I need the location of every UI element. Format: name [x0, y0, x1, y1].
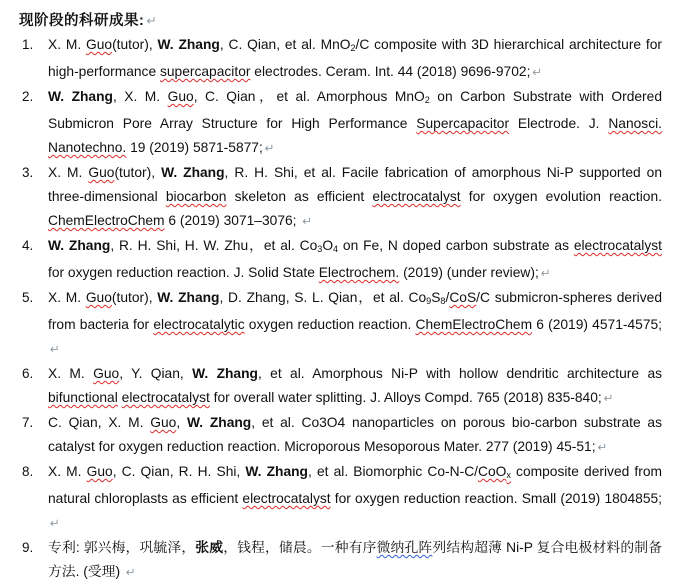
text-segment: (2019) (under review); — [399, 265, 539, 280]
misspelled-word: Guo — [167, 89, 194, 104]
text-segment: for overall water splitting. J. Alloys Compd. 765 (2018) 835-840; — [209, 390, 602, 405]
text-segment: Electrode. J. — [509, 116, 609, 131]
text-segment: skeleton as efficient — [226, 189, 373, 204]
text-segment: X. M. — [48, 464, 87, 479]
paragraph-mark-icon: ↵ — [125, 566, 136, 579]
text-segment: on Carbon Substrate with Ordered Submicron Pore Array Structure for High Performance — [48, 89, 663, 131]
text-segment: , et al. Co3O4 nanoparticles on porous bio-carbon substrate as catalyst for oxygen reduction reaction. Microporous Mesoporous Mater. 277 (2019) 45-51; — [48, 415, 663, 454]
text-segment: , X. M. — [112, 89, 168, 104]
text-segment: , R. H. Shi, H. W. Zhu，et al. Co — [110, 238, 318, 253]
highlighted-author: W. Zhang — [157, 37, 220, 52]
misspelled-word: supercapacitor — [159, 64, 251, 79]
misspelled-word: electrocatalyst — [242, 491, 331, 506]
reference-number: 5. — [22, 290, 34, 305]
reference-number: 1. — [22, 37, 34, 52]
grammar-flagged-text: 微纳孔阵 — [376, 540, 433, 555]
misspelled-word: Guo — [93, 366, 120, 381]
text-segment: 列结构超薄 Ni-P 复合电极材料的制备方法. (受理) — [48, 540, 663, 579]
paragraph-mark-icon: ↵ — [540, 267, 551, 280]
misspelled-word: Guo — [85, 290, 112, 305]
subscript-text: 4 — [333, 244, 339, 254]
reference-text — [48, 536, 662, 585]
text-segment: 专利: 郭兴梅，巩毓泽， — [48, 540, 196, 555]
misspelled-word: x — [506, 470, 511, 480]
text-segment: O — [322, 238, 334, 253]
subscript-text: 2 — [350, 43, 356, 53]
text-segment: , R. H. Shi, et al. Facile fabrication of amorphous Ni-P supported on three-dimensional — [48, 165, 663, 204]
reference-text — [48, 362, 662, 411]
text-segment: / — [445, 290, 450, 305]
reference-number: 6. — [22, 366, 34, 381]
misspelled-word: ChemElectroChem — [48, 213, 165, 228]
highlighted-author: W. Zhang — [157, 290, 220, 305]
text-segment: /C submicron-spheres derived from bacteria for — [48, 290, 662, 332]
reference-item — [22, 85, 662, 161]
misspelled-word: Supercapacitor — [416, 116, 510, 131]
paragraph-mark-icon: ↵ — [264, 142, 275, 155]
reference-item — [22, 286, 662, 362]
subscript-text: 9 — [426, 296, 432, 306]
text-segment: , C. Qian, et al. MnO — [219, 37, 351, 52]
reference-text — [48, 460, 662, 536]
text-segment: 6 (2019) 3071–3076; — [164, 213, 301, 228]
paragraph-mark-icon: ↵ — [50, 343, 60, 356]
reference-text — [48, 286, 662, 362]
misspelled-word: ChemElectroChem — [415, 317, 533, 332]
text-segment: for oxygen reduction reaction. J. Solid State — [48, 265, 319, 280]
reference-text — [48, 234, 662, 286]
misspelled-word: Guo — [86, 464, 113, 479]
paragraph-mark-icon: ↵ — [50, 517, 60, 530]
text-segment: oxygen reduction reaction. — [244, 317, 416, 332]
text-segment: S — [431, 290, 441, 305]
misspelled-word: bifunctional — [48, 390, 118, 405]
misspelled-word: Nanotechno. — [48, 140, 127, 155]
reference-number: 3. — [22, 165, 34, 180]
text-segment: for oxygen evolution reaction. — [460, 189, 662, 204]
highlighted-author: W. Zhang — [186, 415, 252, 430]
reference-number: 9. — [22, 540, 34, 555]
highlighted-author: 张威 — [195, 540, 224, 555]
text-segment: , Y. Qian, — [119, 366, 193, 381]
text-segment: , et al. Biomorphic Co-N-C/ — [308, 464, 478, 479]
misspelled-word: Electrochem. — [318, 265, 400, 280]
text-segment: electrodes. Ceram. Int. 44 (2018) 9696-9702; — [250, 64, 531, 79]
reference-text — [48, 161, 662, 234]
reference-item — [22, 536, 662, 585]
text-segment: X. M. — [48, 165, 89, 180]
text-segment: , D. Zhang, S. L. Qian，et al. Co — [219, 290, 427, 305]
text-segment: X. M. — [48, 366, 94, 381]
subscript-text: 2 — [424, 95, 430, 105]
paragraph-mark-icon: ↵ — [603, 392, 614, 405]
text-segment: ，钱程，储晨。一种有序 — [223, 540, 377, 555]
misspelled-word: electrocatalyst — [372, 189, 461, 204]
reference-number: 4. — [22, 238, 34, 253]
highlighted-author: W. Zhang — [245, 464, 308, 479]
reference-text — [48, 33, 662, 85]
reference-text — [48, 85, 662, 161]
paragraph-mark-icon: ↵ — [532, 66, 543, 79]
text-segment: , — [176, 415, 187, 430]
text-segment: , C. Qian, R. H. Shi, — [112, 464, 246, 479]
reference-item — [22, 460, 662, 536]
misspelled-word: Guo — [88, 165, 115, 180]
text-segment: X. M. — [48, 37, 86, 52]
text-segment: C. Qian, X. M. — [48, 415, 151, 430]
paragraph-mark-icon: ↵ — [146, 14, 158, 28]
reference-number: 8. — [22, 464, 34, 479]
text-segment: for oxygen reduction reaction. Small (2019) 1804855; — [330, 491, 662, 506]
subscript-text: 8 — [440, 296, 446, 306]
heading-text: 现阶段的科研成果: — [19, 13, 145, 29]
reference-item — [22, 161, 662, 234]
highlighted-author: W. Zhang — [192, 366, 258, 381]
text-segment: , et al. Amorphous Ni-P with hollow dendritic architecture as — [257, 366, 663, 381]
misspelled-word: electrocatalyst — [121, 390, 210, 405]
misspelled-word: CoS — [449, 290, 477, 305]
reference-item — [22, 234, 662, 286]
text-segment: (tutor), — [112, 37, 158, 52]
misspelled-word: biocarbon — [165, 189, 227, 204]
text-segment: (tutor), — [114, 165, 162, 180]
text-segment: composite derived from natural chloroplasts as efficient — [48, 464, 663, 506]
highlighted-author: W. Zhang — [161, 165, 225, 180]
text-segment: X. M. — [48, 290, 86, 305]
misspelled-word: Nanosci. — [608, 116, 662, 131]
text-segment: /C composite with 3D hierarchical architecture for high-performance — [48, 37, 663, 79]
misspelled-word: electrocatalytic — [153, 317, 245, 332]
reference-list — [22, 33, 662, 585]
highlighted-author: W. Zhang — [48, 89, 113, 104]
reference-number: 2. — [22, 89, 34, 104]
reference-item — [22, 33, 662, 85]
reference-item — [22, 411, 662, 460]
highlighted-author: W. Zhang — [48, 238, 111, 253]
misspelled-word: Guo — [150, 415, 177, 430]
misspelled-word: Guo — [86, 37, 113, 52]
text-segment: (tutor), — [111, 290, 158, 305]
subscript-text: 3 — [317, 244, 323, 254]
misspelled-word: CoO — [478, 464, 507, 479]
text-segment: , C. Qian，et al. Amorphous MnO — [193, 89, 425, 104]
text-segment: 6 (2019) 4571-4575; — [532, 317, 662, 332]
reference-number: 7. — [22, 415, 34, 430]
misspelled-word: electrocatalyst — [573, 238, 662, 253]
text-segment: on Fe, N doped carbon substrate as — [338, 238, 574, 253]
text-segment: 19 (2019) 5871-5877; — [126, 140, 263, 155]
document-heading — [19, 9, 662, 33]
reference-text — [48, 411, 662, 460]
reference-item — [22, 362, 662, 411]
paragraph-mark-icon: ↵ — [597, 441, 608, 454]
paragraph-mark-icon: ↵ — [302, 215, 313, 228]
